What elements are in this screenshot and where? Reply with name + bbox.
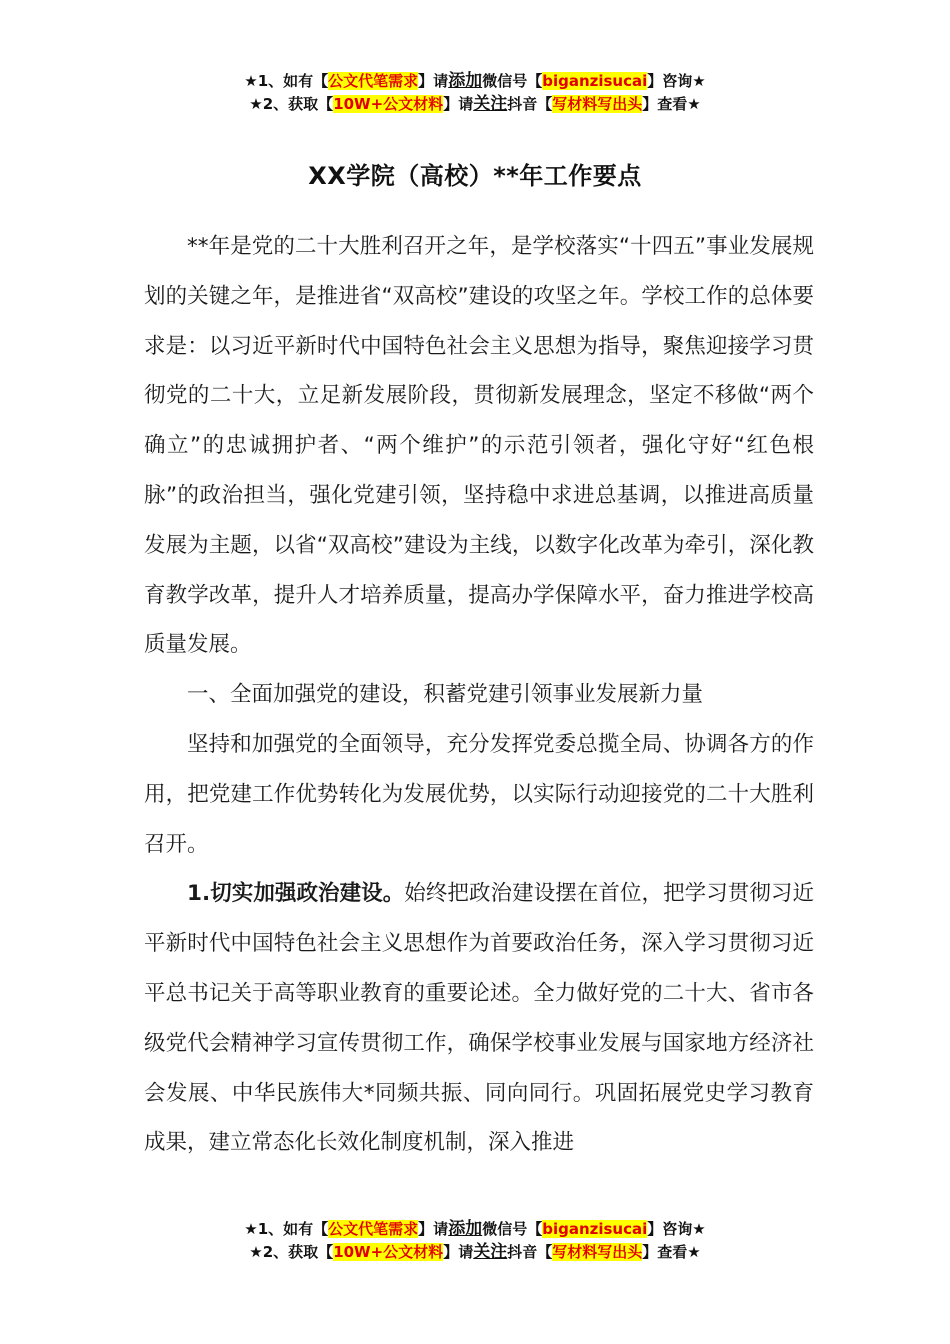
banner-highlight: 写材料写出头 — [552, 1243, 643, 1261]
banner-highlight: biganzisucai — [542, 1220, 648, 1238]
banner-underline: 添加 — [448, 71, 483, 91]
banner-highlight: 公文代笔需求 — [328, 72, 419, 90]
banner-text: 】请 — [443, 95, 474, 113]
paragraph-item-1 — [144, 869, 814, 1168]
section-heading-1: 一、全面加强党的建设，积蓄党建引领事业发展新力量 — [187, 682, 704, 708]
banner-line-2 — [0, 1241, 950, 1264]
banner-text: 】请 — [418, 1220, 449, 1238]
banner-text: 】请 — [443, 1243, 474, 1261]
banner-underline: 关注 — [473, 1242, 508, 1262]
banner-underline: 添加 — [448, 1219, 483, 1239]
banner-highlight: biganzisucai — [542, 72, 648, 90]
paragraph-section-1: 坚持和加强党的全面领导，充分发挥党委总揽全局、协调各方的作用，把党建工作优势转化为发展优势，以实际行动迎接党的二十大胜利召开。 — [144, 731, 814, 857]
banner-line-1 — [0, 1218, 950, 1241]
bottom-banner — [0, 1218, 950, 1264]
paragraph-intro: **年是党的二十大胜利召开之年，是学校落实“十四五”事业发展规划的关键之年，是推进省“双高校”建设的攻坚之年。学校工作的总体要求是：以习近平新时代中国特色社会主义思想为指导，聚焦迎接学习贯彻党的二十大，立足新发展阶段，贯彻新发展理念，坚定不移做“两个确立”的忠诚拥护者、“两个维护”的示范引领者，强化守好“红色根脉”的政治担当，强化党建引领，坚持稳中求进总基调，以推进高质量发展为主题，以省“双高校”建设为主线，以数字化改革为牵引，深化教育教学改革，提升人才培养质量，提高办学保障水平，奋力推进学校高质量发展。 — [144, 234, 814, 658]
item-1-text: 始终把政治建设摆在首位，把学习贯彻习近平新时代中国特色社会主义思想作为首要政治任务，深入学习贯彻习近平总书记关于高等职业教育的重要论述。全力做好党的二十大、省市各级党代会精神学习宣传贯彻工作，确保学校事业发展与国家地方经济社会发展、中华民族伟大*同频共振、同向同行。巩固拓展党史学习教育成果，建立常态化长效化制度机制，深入推进 — [144, 881, 814, 1156]
banner-highlight: 公文代笔需求 — [328, 1220, 419, 1238]
banner-highlight: 10W+公文材料 — [333, 1243, 444, 1261]
banner-text: 】咨询★ — [647, 1220, 706, 1238]
banner-text: 】查看★ — [642, 95, 701, 113]
top-banner — [0, 70, 950, 116]
banner-text: 】咨询★ — [647, 72, 706, 90]
banner-text: 微信号【 — [482, 72, 543, 90]
banner-text: 】查看★ — [642, 1243, 701, 1261]
item-1-heading: 1.切实加强政治建设。 — [187, 881, 405, 907]
banner-text: ★1、如有【 — [244, 1220, 329, 1238]
banner-text: ★1、如有【 — [244, 72, 329, 90]
document-body — [144, 222, 814, 1168]
banner-text: 抖音【 — [507, 95, 553, 113]
banner-text: ★2、获取【 — [249, 95, 334, 113]
banner-text: 】请 — [418, 72, 449, 90]
banner-highlight: 写材料写出头 — [552, 95, 643, 113]
document-title: XX学院（高校）**年工作要点 — [308, 162, 642, 190]
banner-underline: 关注 — [473, 94, 508, 114]
banner-line-2 — [0, 93, 950, 116]
banner-line-1 — [0, 70, 950, 93]
banner-text: 微信号【 — [482, 1220, 543, 1238]
banner-highlight: 10W+公文材料 — [333, 95, 444, 113]
banner-text: ★2、获取【 — [249, 1243, 334, 1261]
banner-text: 抖音【 — [507, 1243, 553, 1261]
